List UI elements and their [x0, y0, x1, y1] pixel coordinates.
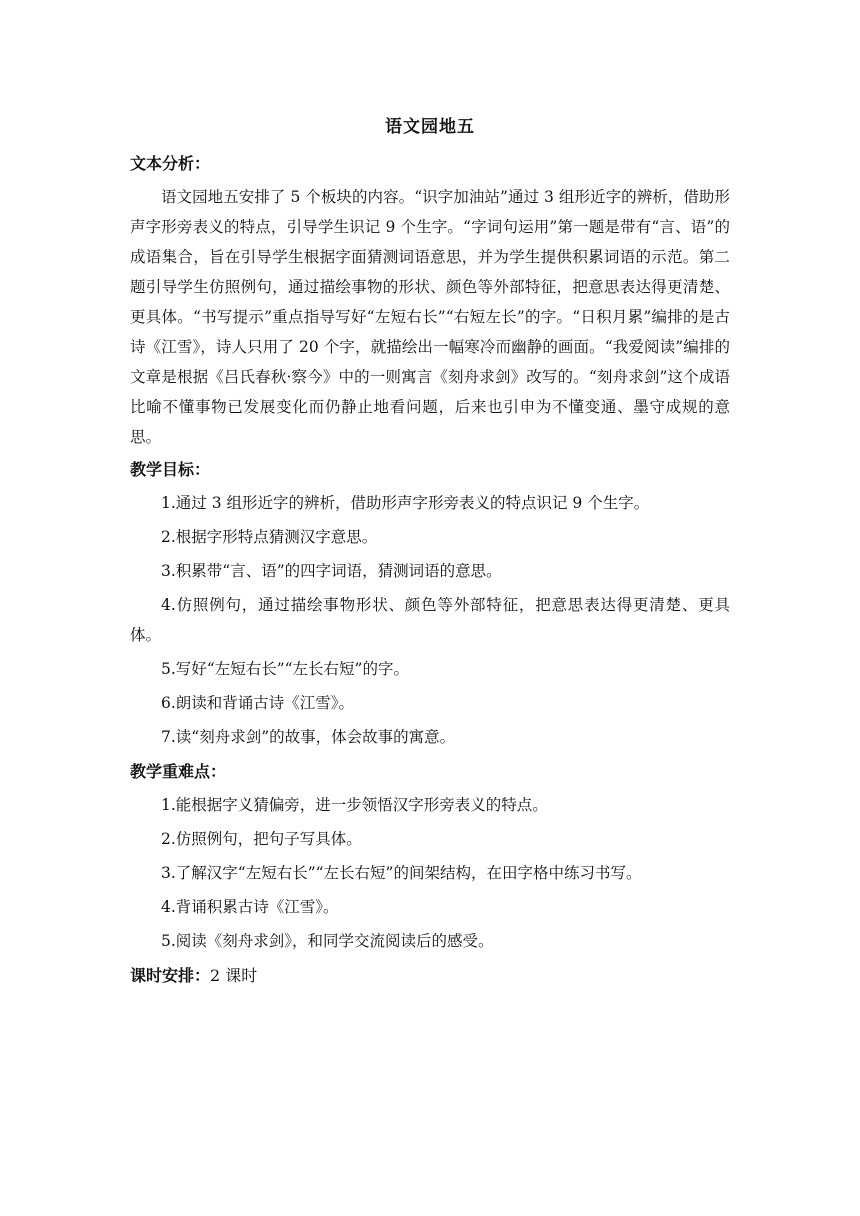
- schedule-value: 2 课时: [210, 966, 258, 985]
- key-points-heading: 教学重难点：: [130, 762, 227, 781]
- key-points-list: [130, 790, 730, 956]
- document-content: [130, 110, 730, 994]
- analysis-paragraph: 语文园地五安排了 5 个板块的内容。“识字加油站”通过 3 组形近字的辨析，借助形声字形旁表义的特点，引导学生识记 9 个生字。“字词句运用”第一题是带有“言、语”的成语集合，旨在引导学生根据字面猜测词语意思，并为学生提供积累词语的示范。第二题引导学生仿照例句，通过描绘事物的形状、颜色等外部特征，把意思表达得更清楚、更具体。“书写提示”重点指导写好“左短右长”“右短左长”的字。“日积月累”编排的是古诗《江雪》，诗人只用了 20 个字，就描绘出一幅寒冷而幽静的画面。“我爱阅读”编排的文章是根据《吕氏春秋·察今》中的一则寓言《刻舟求剑》改写的。“刻舟求剑”这个成语比喻不懂事物已发展变化而仍静止地看问题，后来也引申为不懂变通、墨守成规的意思。: [130, 188, 730, 446]
- schedule-heading: 课时安排：: [130, 966, 211, 985]
- goals-list: [130, 488, 730, 752]
- document-title: 语文园地五: [385, 117, 475, 137]
- key-point-item: 3.了解汉字“左短右长”“左长右短”的间架结构，在田字格中练习书写。: [161, 864, 642, 882]
- goal-item: 4.仿照例句，通过描绘事物形状、颜色等外部特征，把意思表达得更清楚、更具体。: [130, 596, 730, 644]
- goal-item: 7.读“刻舟求剑”的故事，体会故事的寓意。: [161, 728, 456, 746]
- goal-item: 1.通过 3 组形近字的辨析，借助形声字形旁表义的特点识记 9 个生字。: [161, 494, 650, 512]
- schedule-line: [130, 962, 730, 990]
- goal-item: 2.根据字形特点猜测汉字意思。: [161, 528, 378, 546]
- goal-item: 5.写好“左短右长”“左长右短”的字。: [161, 660, 409, 678]
- goal-item: 6.朗读和背诵古诗《江雪》。: [161, 694, 355, 712]
- goals-heading: 教学目标：: [130, 460, 211, 479]
- key-point-item: 2.仿照例句，把句子写具体。: [161, 830, 362, 848]
- goal-item: 3.积累带“言、语”的四字词语，猜测词语的意思。: [161, 562, 502, 580]
- key-point-item: 5.阅读《刻舟求剑》，和同学交流阅读后的感受。: [161, 932, 494, 950]
- key-point-item: 4.背诵积累古诗《江雪》。: [161, 898, 339, 916]
- key-point-item: 1.能根据字义猜偏旁，进一步领悟汉字形旁表义的特点。: [161, 796, 548, 814]
- analysis-heading: 文本分析：: [130, 154, 211, 173]
